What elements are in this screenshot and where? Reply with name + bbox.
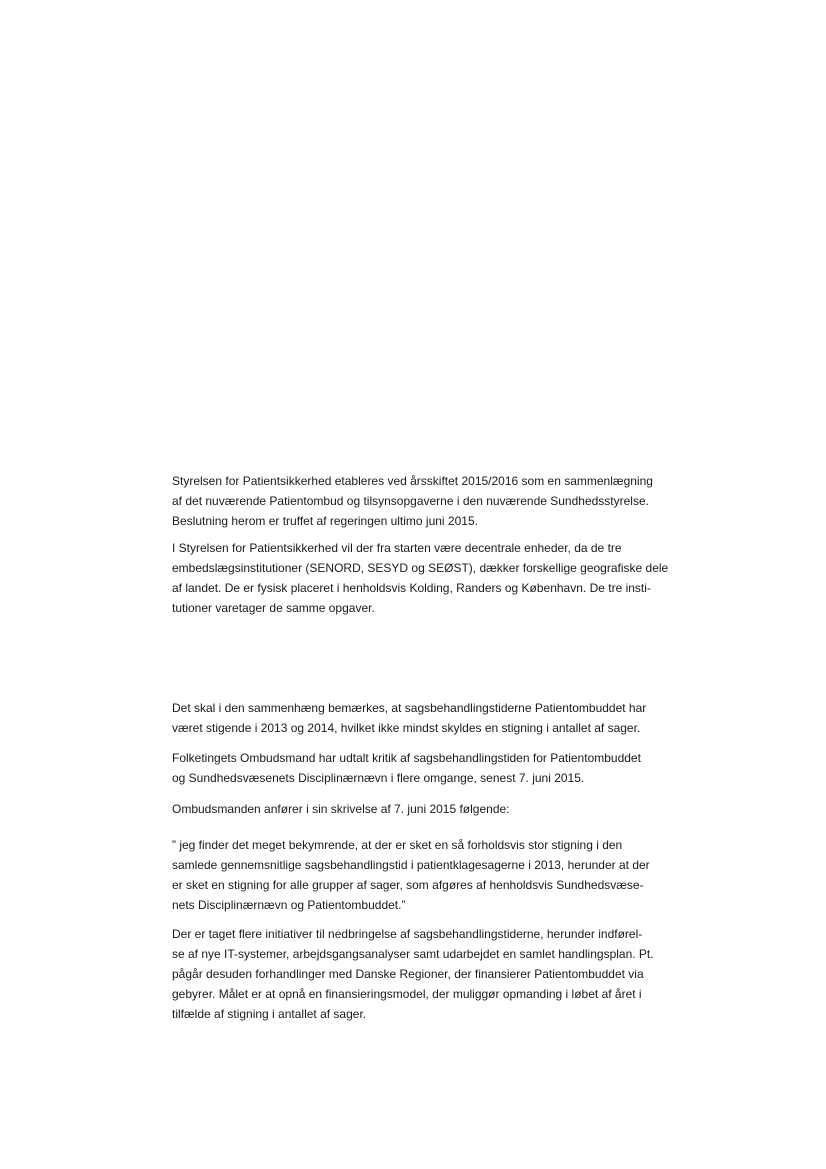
paragraph-quote (172, 835, 668, 915)
text-line: Det skal i den sammenhæng bemærkes, at sagsbehandlingstiderne Patientombuddet har (172, 701, 647, 715)
text-line: Beslutning herom er truffet af regeringen ultimo juni 2015. (172, 514, 478, 528)
text-line: nets Disciplinærnævn og Patientombuddet.” (172, 898, 406, 912)
text-line: embedslægsinstitutioner (SENORD, SESYD og SEØST), dækker forskellige geografiske dele (172, 561, 669, 575)
text-line: I Styrelsen for Patientsikkerhed vil der fra starten være decentrale enheder, da de tre (172, 541, 622, 555)
text-line: Der er taget flere initiativer til nedbringelse af sagsbehandlingstiderne, herunder indførel- (172, 927, 643, 941)
text-line: af landet. De er fysisk placeret i henholdsvis Kolding, Randers og København. De tre insti- (172, 581, 651, 595)
text-line: Folketingets Ombudsmand har udtalt kritik af sagsbehandlingstiden for Patientombuddet (172, 751, 641, 765)
text-line: af det nuværende Patientombud og tilsynsopgaverne i den nuværende Sundhedsstyrelse. (172, 494, 649, 508)
text-line: se af nye IT-systemer, arbejdsgangsanalyser samt udarbejdet en samlet handlingsplan. Pt. (172, 947, 654, 961)
text-line: er sket en stigning for alle grupper af sager, som afgøres af henholdsvis Sundhedsvæse- (172, 878, 644, 892)
paragraph-decentral-units (172, 538, 668, 618)
text-line: tutioner varetager de samme opgaver. (172, 601, 375, 615)
paragraph-initiatives (172, 924, 668, 1024)
text-line: Ombudsmanden anfører i sin skrivelse af 7. juni 2015 følgende: (172, 802, 510, 816)
text-line: været stigende i 2013 og 2014, hvilket ikke mindst skyldes en stigning i antallet af sager. (172, 721, 641, 735)
text-line: tilfælde af stigning i antallet af sager. (172, 1007, 367, 1021)
text-line: Styrelsen for Patientsikkerhed etableres ved årsskiftet 2015/2016 som en sammenlægning (172, 474, 653, 488)
text-line: pågår desuden forhandlinger med Danske Regioner, der finansierer Patientombuddet via (172, 967, 644, 981)
paragraph-processing-times (172, 698, 668, 738)
text-line: ” jeg finder det meget bekymrende, at der er sket en så forholdsvis stor stigning i den (172, 838, 623, 852)
paragraph-ombudsman-critique (172, 748, 668, 788)
text-line: og Sundhedsvæsenets Disciplinærnævn i flere omgange, senest 7. juni 2015. (172, 771, 585, 785)
paragraph-ombudsman-intro (172, 799, 668, 819)
text-line: samlede gennemsnitlige sagsbehandlingstid i patientklagesagerne i 2013, herunder at der (172, 858, 650, 872)
text-line: gebyrer. Målet er at opnå en finansieringsmodel, der muliggør opmanding i løbet af året i (172, 987, 642, 1001)
paragraph-merger (172, 471, 668, 531)
